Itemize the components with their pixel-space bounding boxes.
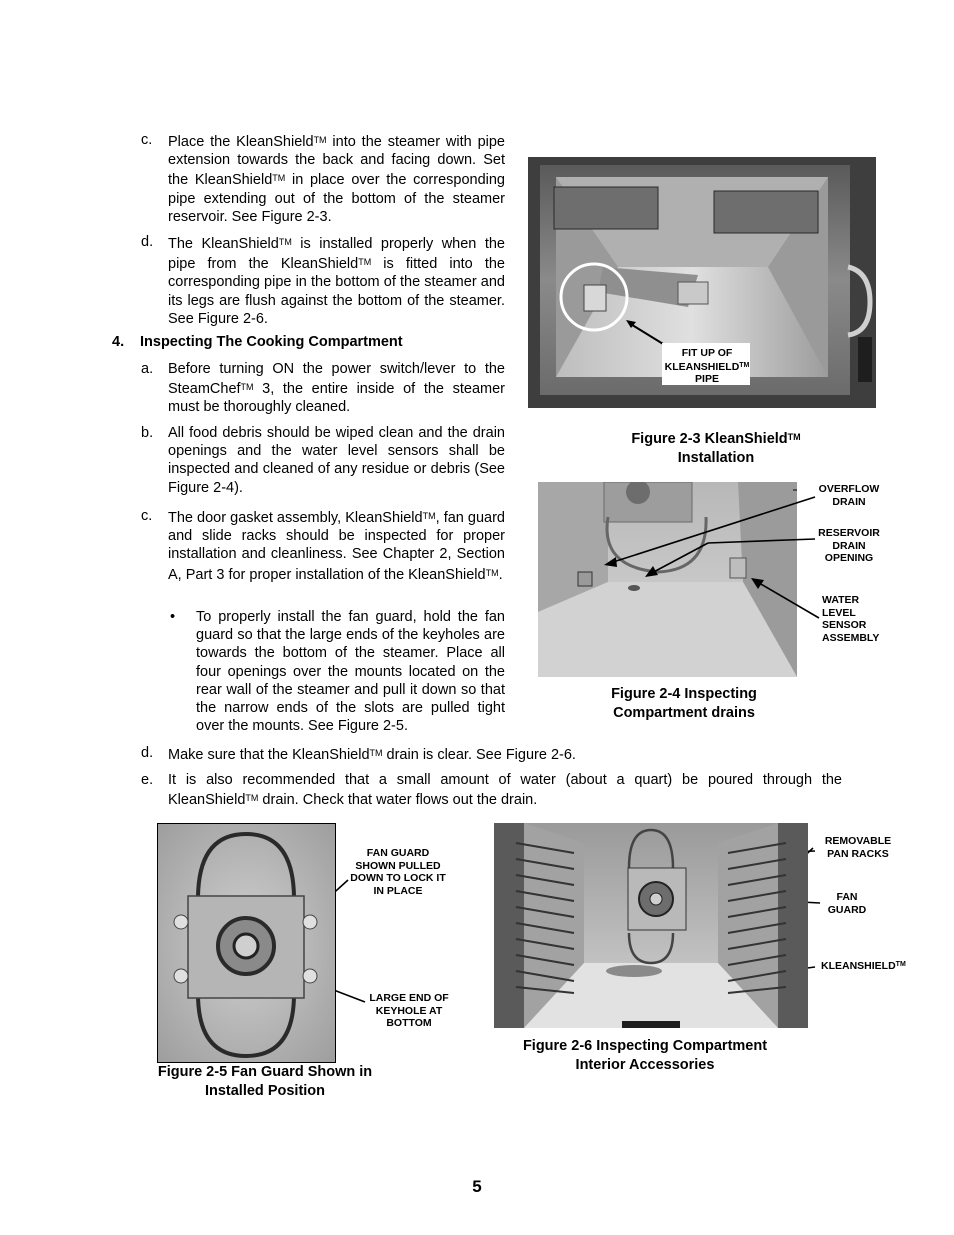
bullet-marker: •: [170, 609, 176, 625]
figure-2-5-photo: [157, 823, 336, 1063]
list-marker: d.: [141, 745, 154, 761]
step-text: Place the KleanShield™ into the steamer with pipe extension towards the back and facing down. Set the KleanShield™ in place over the corresponding pipe extending out of the bottom of the steamer reservoir. See Figure 2-3.: [168, 134, 505, 225]
list-marker: d.: [141, 234, 154, 250]
list-marker: e.: [141, 772, 154, 788]
section-title: Inspecting The Cooking Compartment: [140, 334, 403, 350]
list-marker: c.: [141, 132, 153, 148]
list-marker: b.: [141, 425, 154, 441]
bullet-text: To properly install the fan guard, hold the fan guard so that the large ends of the keyholes are towards the bottom of the steamer. Place all four openings over the mounts located on the rear wall of the steamer and pull it down so that the narrow ends of the slots are pulled tight over the mounts. See Figure 2-5.: [196, 609, 505, 735]
figure-2-5-caption: Figure 2-5 Fan Guard Shown in Installed Position: [157, 1064, 373, 1099]
list-marker: c.: [141, 508, 153, 524]
figure-2-6-photo: [494, 823, 808, 1028]
page-number: 5: [472, 1177, 482, 1196]
label-overflow-drain: OVERFLOW DRAIN: [818, 483, 880, 508]
label-water-level-sensor: WATER LEVEL SENSOR ASSEMBLY: [822, 594, 880, 644]
label-fit-up-kleanshield-pipe: FIT UP OF KLEANSHIELD™ PIPE: [664, 347, 750, 386]
label-fan-guard-pulled-down: FAN GUARD SHOWN PULLED DOWN TO LOCK IT IN PLACE: [350, 847, 446, 897]
label-reservoir-drain-opening: RESERVOIR DRAIN OPENING: [818, 527, 880, 565]
step-text: The KleanShield™ is installed properly when the pipe from the KleanShield™ is fitted into the corresponding pipe in the bottom of the steamer and its legs are flush against the bottom of the steamer. See Figure 2-6.: [168, 236, 505, 327]
step-text: Before turning ON the power switch/lever to the SteamChef™ 3, the entire inside of the steamer must be thoroughly cleaned.: [168, 361, 505, 416]
figure-2-4-caption: Figure 2-4 Inspecting Compartment drains: [611, 686, 757, 721]
figure-2-6-caption: Figure 2-6 Inspecting Compartment Interior Accessories: [522, 1038, 768, 1073]
figure-2-3-caption: Figure 2-3 KleanShield™ Installation: [631, 431, 801, 466]
label-large-end-keyhole: LARGE END OF KEYHOLE AT BOTTOM: [369, 992, 449, 1030]
step-text: It is also recommended that a small amount of water (about a quart) be poured through the KleanShield™ drain. Check that water flows out the drain.: [168, 772, 842, 809]
label-removable-pan-racks: REMOVABLE PAN RACKS: [824, 835, 892, 860]
label-fan-guard: FAN GUARD: [827, 891, 867, 916]
list-marker: a.: [141, 361, 154, 377]
label-kleanshield: KLEANSHIELD™: [821, 960, 906, 972]
step-text: The door gasket assembly, KleanShield™, fan guard and slide racks should be inspected for proper installation and cleanliness. See Chapter 2, Section A, Part 3 for proper installation of the KleanShield™.: [168, 510, 505, 583]
step-text: Make sure that the KleanShield™ drain is clear. See Figure 2-6.: [168, 747, 576, 763]
step-text: All food debris should be wiped clean and the drain openings and the water level sensors shall be inspected and cleaned of any residue or debris (See Figure 2-4).: [168, 425, 505, 496]
section-number: 4.: [112, 334, 125, 350]
